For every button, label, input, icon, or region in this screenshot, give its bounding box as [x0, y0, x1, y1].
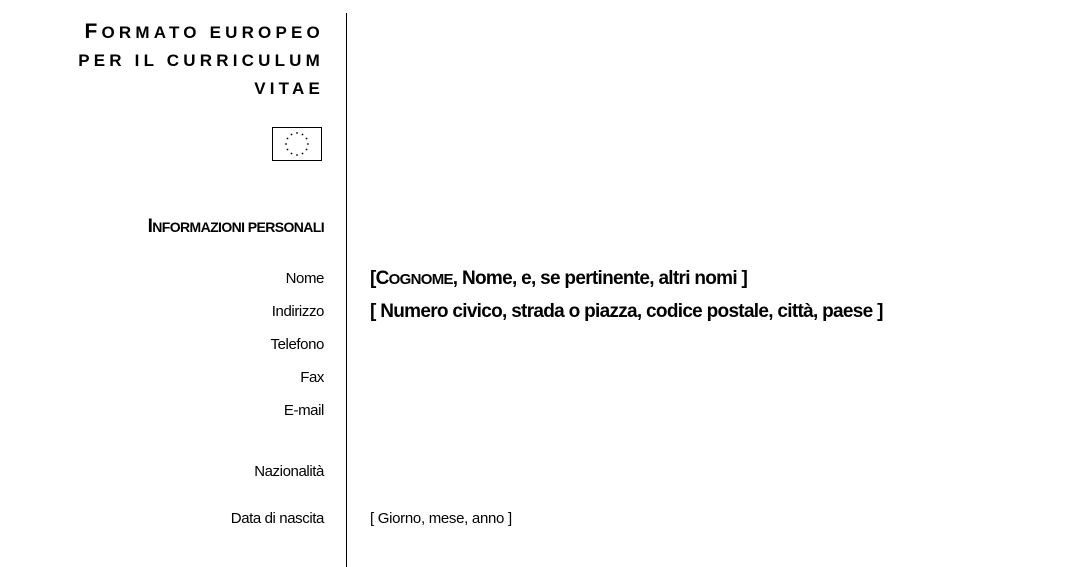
section-title-text: NFORMAZIONI PERSONALI	[152, 219, 324, 235]
eu-star	[285, 143, 287, 145]
label-telefono: Telefono	[270, 336, 324, 353]
eu-star	[291, 134, 293, 136]
label-email: E-mail	[283, 402, 324, 419]
eu-star	[302, 134, 304, 136]
eu-star	[306, 138, 308, 140]
eu-stars-icon	[273, 128, 321, 160]
vertical-divider	[346, 13, 347, 567]
value-nome-smallcaps: OGNOME	[388, 271, 453, 288]
section-title-personal-info	[148, 216, 324, 238]
eu-star	[287, 138, 289, 140]
label-fax: Fax	[300, 369, 324, 386]
label-nome: Nome	[285, 270, 324, 287]
eu-star	[307, 143, 309, 145]
eu-star	[287, 149, 289, 151]
value-nome	[370, 268, 747, 290]
document-title-line-2: PER IL CURRICULUM	[78, 51, 324, 70]
value-nome-rest: , Nome, e, se pertinente, altri nomi ]	[452, 268, 748, 289]
value-indirizzo: [ Numero civico, strada o piazza, codice postale, città, paese ]	[370, 301, 883, 322]
label-nazionalita: Nazionalità	[254, 463, 324, 480]
document-title-line-1	[84, 20, 324, 44]
section-title-initial: I	[147, 216, 153, 237]
eu-star	[296, 154, 298, 156]
value-data-nascita: [ Giorno, mese, anno ]	[370, 510, 512, 527]
eu-star	[302, 153, 304, 155]
value-nome-open: [C	[370, 268, 389, 289]
eu-star	[306, 149, 308, 151]
label-data-nascita: Data di nascita	[230, 510, 324, 527]
title-initial: F	[84, 20, 102, 43]
title-line-1-text: ORMATO EUROPEO	[101, 23, 324, 42]
eu-star	[296, 132, 298, 134]
eu-flag-icon	[272, 127, 322, 161]
document-title-line-3: VITAE	[254, 79, 324, 98]
eu-star	[291, 153, 293, 155]
label-indirizzo: Indirizzo	[271, 303, 324, 320]
